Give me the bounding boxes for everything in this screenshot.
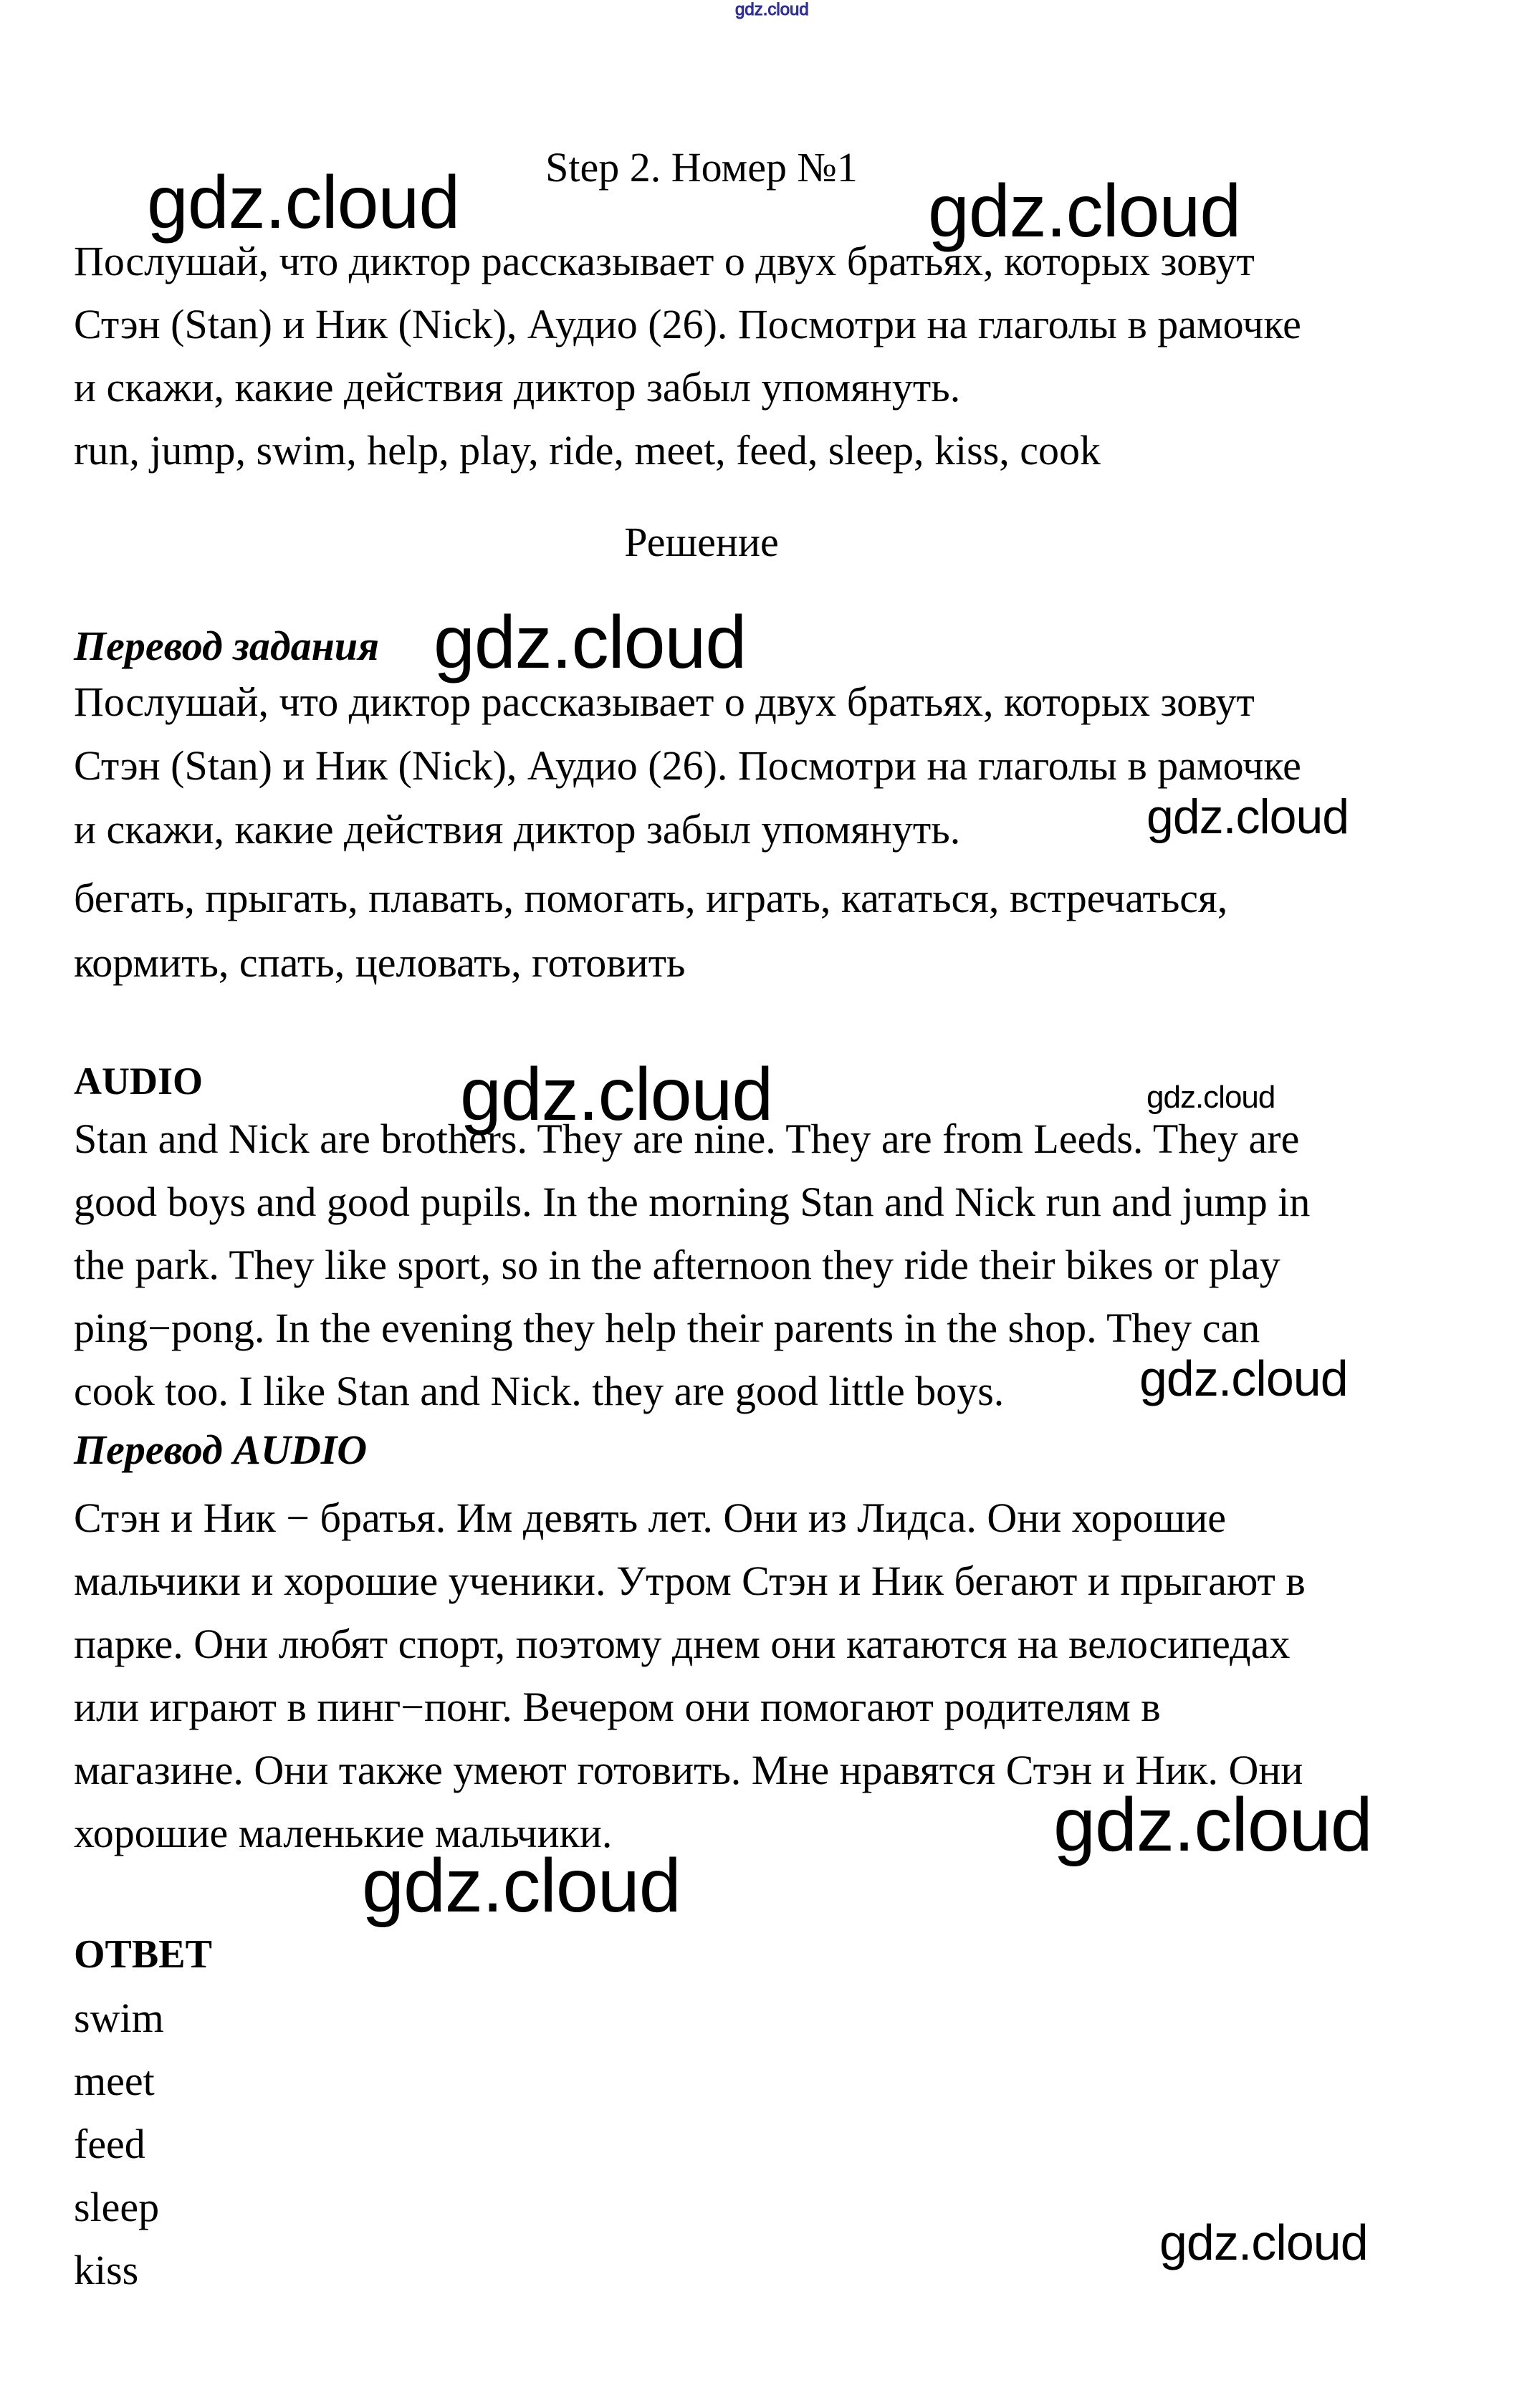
watermark-translation-label: gdz.cloud — [434, 601, 747, 684]
solution-heading: Решение — [624, 519, 779, 565]
answer-item-4: sleep — [74, 2184, 160, 2230]
task-translation-label: Перевод задания — [74, 623, 379, 669]
task-verbs-line: run, jump, swim, help, play, ride, meet, feed, sleep, kiss, cook — [74, 427, 1101, 474]
audio-translation-line-5: магазине. Они также умеют готовить. Мне нравятся Стэн и Ник. Они — [74, 1747, 1303, 1793]
audio-line-1: Stan and Nick are brothers. They are nine. They are from Leeds. They are — [74, 1116, 1300, 1162]
answer-item-1: swim — [74, 1995, 164, 2041]
audio-translation-label: Перевод AUDIO — [74, 1426, 368, 1473]
task-translation-verbs-line-1: бегать, прыгать, плавать, помогать, играть, кататься, встречаться, — [74, 875, 1228, 921]
watermark-lower-left-big: gdz.cloud — [362, 1843, 681, 1928]
answer-label: ОТВЕТ — [74, 1932, 212, 1977]
task-line-2: Стэн (Stan) и Ник (Nick), Аудио (26). Посмотри на глаголы в рамочке — [74, 301, 1301, 347]
watermark-title-right: gdz.cloud — [928, 170, 1241, 253]
watermark-top-center: gdz.cloud — [735, 0, 809, 19]
watermark-lower-right-big: gdz.cloud — [1053, 1783, 1372, 1867]
task-translation-verbs-line-2: кормить, спать, целовать, готовить — [74, 939, 686, 986]
audio-translation-line-2: мальчики и хорошие ученики. Утром Стэн и Ник бегают и прыгают в — [74, 1558, 1306, 1604]
audio-line-5: cook too. I like Stan and Nick. they are good little boys. — [74, 1368, 1005, 1414]
task-translation-line-1: Послушай, что диктор рассказывает о двух братьях, которых зовут — [74, 678, 1255, 725]
watermark-mid-right: gdz.cloud — [1146, 790, 1349, 844]
watermark-title-left: gdz.cloud — [147, 161, 460, 244]
answer-item-5: kiss — [74, 2247, 139, 2293]
audio-line-4: ping−pong. In the evening they help their parents in the shop. They can — [74, 1305, 1260, 1351]
audio-label: AUDIO — [74, 1060, 204, 1103]
task-line-1: Послушай, что диктор рассказывает о двух братьях, которых зовут — [74, 238, 1255, 284]
page-title: Step 2. Номер №1 — [545, 144, 858, 191]
task-translation-line-2: Стэн (Stan) и Ник (Nick), Аудио (26). Посмотри на глаголы в рамочке — [74, 742, 1301, 789]
watermark-audio-right-small: gdz.cloud — [1146, 1080, 1275, 1115]
task-line-3: и скажи, какие действия диктор забыл упомянуть. — [74, 364, 961, 411]
task-translation-line-3: и скажи, какие действия диктор забыл упомянуть. — [74, 806, 961, 853]
audio-line-2: good boys and good pupils. In the morning Stan and Nick run and jump in — [74, 1179, 1311, 1225]
audio-translation-line-4: или играют в пинг−понг. Вечером они помогают родителям в — [74, 1684, 1161, 1730]
watermark-bottom-right: gdz.cloud — [1159, 2215, 1368, 2270]
answer-item-2: meet — [74, 2058, 155, 2104]
audio-translation-line-1: Стэн и Ник − братья. Им девять лет. Они из Лидса. Они хорошие — [74, 1495, 1227, 1541]
audio-line-3: the park. They like sport, so in the afternoon they ride their bikes or play — [74, 1242, 1280, 1288]
audio-translation-line-6: хорошие маленькие мальчики. — [74, 1810, 613, 1856]
watermark-cook-line-right: gdz.cloud — [1139, 1351, 1348, 1406]
audio-translation-line-3: парке. Они любят спорт, поэтому днем они катаются на велосипедах — [74, 1621, 1291, 1667]
watermark-audio-center: gdz.cloud — [460, 1053, 773, 1136]
answer-item-3: feed — [74, 2121, 145, 2167]
